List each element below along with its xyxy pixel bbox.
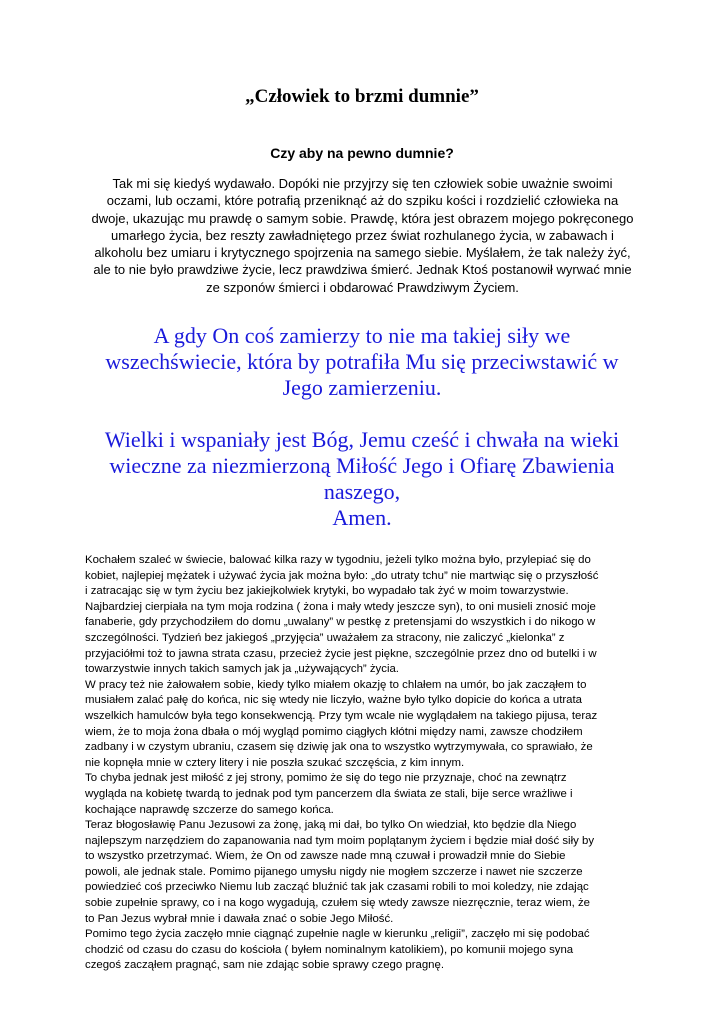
- highlight-block-2: [70, 427, 654, 531]
- highlight-1-line-2: wszechświecie, która by potrafiła Mu się przeciwstawić w: [105, 349, 619, 374]
- highlight-2-line-4: Amen.: [332, 505, 392, 530]
- body-paragraph: W pracy też nie żałowałem sobie, kiedy tylko miałem okazję to chlałem na umór, bo jak zacząłem to musiałem zalać pałę do końca, nic się wtedy nie liczyło, ważne było tylko dopicie do końca a utrata wszelkich hamulców była tego konsekwencją. Przy tym wcale nie wyglądałem na takiego pijusa, teraz wiem, że to moja żona dbała o mój wygląd pomimo ciągłych kłótni między nami, zawsze chodziłem zadbany i w czystym ubraniu, czasem się dziwię jak ona to wszystko wytrzymywała, co sprawiało, że nie kopnęła mnie w cztery litery i nie poszła szukać szczęścia, z kim innym.: [85, 678, 598, 769]
- document-title: „Człowiek to brzmi dumnie”: [245, 86, 479, 107]
- body-paragraph: Pomimo tego życia zaczęło mnie ciągnąć zupełnie nagle w kierunku „religii”, zaczęło mi się podobać chodzić od czasu do czasu do kościoła ( byłem nominalnym katolikiem), po komunii mojego syna czegoś zacząłem pragnąć, sam nie zdając sobie sprawy czego pragnę.: [85, 928, 590, 972]
- document-subtitle: Czy aby na pewno dumnie?: [270, 145, 454, 161]
- highlight-block-1: [70, 323, 654, 401]
- highlight-2-line-2: wieczne za niezmierzoną Miłość Jego i Ofiarę Zbawienia: [109, 453, 615, 478]
- body-paragraph: To chyba jednak jest miłość z jej strony, pomimo że się do tego nie przyznaje, choć na zewnątrz wygląda na kobietę twardą to jednak pod tym pancerzem dla świata ze stali, bije serce wrażliwe i kochające naprawdę szczerze do samego końca.: [85, 772, 573, 816]
- body-text: [85, 553, 645, 974]
- highlight-1-line-1: A gdy On coś zamierzy to nie ma takiej siły we: [153, 323, 571, 348]
- body-paragraph: Teraz błogosławię Panu Jezusowi za żonę, jaką mi dał, bo tylko On wiedział, kto będzie dla Niego najlepszym narzędziem do zapanowania nad tym moim poplątanym życiem i będzie miał dość siły by to wszystko przetrzymać. Wiem, że On od zawsze nade mną czuwał i prowadził mnie do Siebie powoli, ale jednak stale. Pomimo pijanego umysłu nigdy nie mogłem szczerze i nawet nie szczerze powiedzieć coś przeciwko Niemu lub zacząć bluźnić tak jak czasami robili to moi koledzy, nie zdając sobie zupełnie sprawy, co i na kogo wygadują, czułem się wtedy zawsze niezręcznie, teraz wiem, że to Pan Jezus wybrał mnie i dawała znać o sobie Jego Miłość.: [85, 819, 595, 925]
- highlight-1-line-3: Jego zamierzeniu.: [282, 375, 442, 400]
- highlight-2-line-1: Wielki i wspaniały jest Bóg, Jemu cześć i chwała na wieki: [104, 427, 620, 452]
- body-paragraph: Kochałem szaleć w świecie, balować kilka razy w tygodniu, jeżeli tylko można było, przylepiać się do kobiet, najlepiej mężatek i używać życia jak można było: „do utraty tchu” nie martwiąc się o przyszłość i zatracając się w tym życiu bez jakiejkolwiek krytyki, bo wypadało tak żyć w moim towarzystwie. Najbardziej cierpiała na tym moja rodzina ( żona i mały wtedy jeszcze syn), to oni musieli znosić moje fanaberie, gdy przychodziłem do domu „uwalany” w pestkę z pretensjami do wszystkich i do nikogo w szczególności. Tydzień bez jakiegoś „przyjęcia” uważałem za stracony, nie zaliczyć „kielonka” z przyjaciółmi toż to jawna strata czasu, przecież życie jest piękne, szczególnie przez dno od butelki i w towarzystwie innych takich samych jak ja „używających” życia.: [85, 554, 599, 676]
- intro-paragraph: Tak mi się kiedyś wydawało. Dopóki nie przyjrzy się ten człowiek sobie uważnie swoimi oczami, lub oczami, które potrafią przeniknąć aż do szpiku kości i rozdzielić człowieka na dwoje, ukazując mu prawdę o samym sobie. Prawdę, która jest obrazem mojego pokręconego umarłego życia, bez reszty zawładniętego przez świat rozhulanego życia, w zabawach i alkoholu bez umiaru i krytycznego spojrzenia na samego siebie. Myślałem, że tak należy żyć, ale to nie było prawdziwe życie, lecz prawdziwa śmierć. Jednak Ktoś postanowił wyrwać mnie ze szponów śmierci i obdarować Prawdziwym Życiem.: [91, 176, 634, 295]
- highlight-2-line-3: naszego,: [323, 479, 401, 504]
